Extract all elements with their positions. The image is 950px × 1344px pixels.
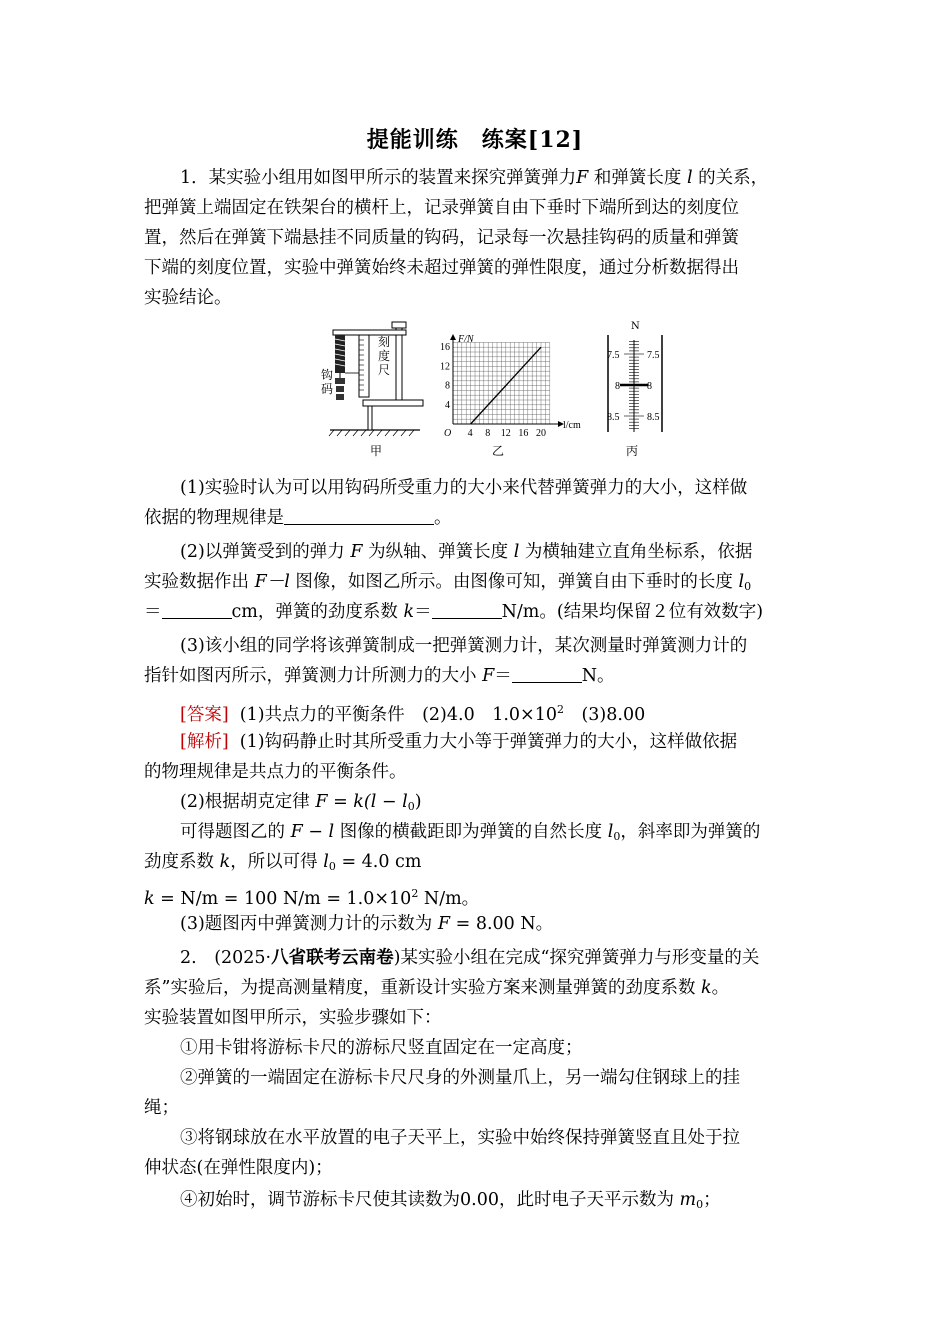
answer-blank-3[interactable] <box>432 602 502 619</box>
q1-sub1-line-2: 依据的物理规律是 。 <box>144 508 452 528</box>
answer-blank-2[interactable] <box>162 602 232 619</box>
apparatus-jia <box>329 322 423 436</box>
y-tick-label: 8 <box>445 380 450 392</box>
q1-analysis-line-4: 可得题图乙的 F − l 图像的横截距即为弹簧的自然长度 $l_0$，斜率即为弹簧的 <box>180 822 761 843</box>
meter-tick-label: 7.5 <box>647 350 660 361</box>
meter-tick-label: 8 <box>615 381 620 392</box>
x-tick-label: 20 <box>536 428 546 439</box>
answer-blank-1[interactable] <box>284 508 434 525</box>
q2-line-2: 系”实验后，为提高测量精度，重新设计实验方案来测量弹簧的劲度系数 k。 <box>144 978 730 998</box>
q1-analysis-line-3: (2)根据胡克定律 $F = k(l - l_0)$ <box>180 792 422 813</box>
hooks-label: 钩 码 <box>321 368 334 396</box>
meter-tick-label: 8.5 <box>647 412 660 423</box>
q2-step-1: ①用卡钳将游标卡尺的游标尺竖直固定在一定高度； <box>180 1038 583 1058</box>
q1-line-3: 置，然后在弹簧下端悬挂不同质量的钩码，记录每一次悬挂钩码的质量和弹簧 <box>144 228 739 248</box>
q1-sub2-line-2: 实验数据作出 F－l 图像，如图乙所示。由图像可知，弹簧自由下垂时的长度 $l_0$ <box>144 572 752 593</box>
y-tick-label: 4 <box>445 399 450 411</box>
q1-sub3-line-1: (3)该小组的同学将该弹簧制成一把弹簧测力计，某次测量时弹簧测力计的 <box>180 636 748 656</box>
x-tick-label: 4 <box>467 428 473 439</box>
meter-unit: N <box>631 321 640 332</box>
label-yi: 乙 <box>492 444 505 458</box>
q2-step-2-line-1: ②弹簧的一端固定在游标卡尺尺身的外测量爪上，另一端勾住钢球上的挂 <box>180 1068 740 1088</box>
answer-tag: [答案] <box>180 705 229 725</box>
page-title: 提能训练 练案[12] <box>366 127 584 153</box>
q1-line-5: 实验结论。 <box>144 288 232 308</box>
meter-tick-label: 7.5 <box>607 350 620 361</box>
q2-line-3: 实验装置如图甲所示，实验步骤如下： <box>144 1008 442 1028</box>
x-tick-label: 16 <box>518 428 529 439</box>
q2-step-3-line-2: 伸状态(在弹性限度内)； <box>144 1158 333 1178</box>
y-axis-label: F/N <box>458 334 474 345</box>
meter-scale <box>607 342 660 429</box>
label-bing: 丙 <box>626 444 639 458</box>
graph-grid <box>453 342 550 424</box>
y-tick-label: 16 <box>440 342 450 354</box>
q1-sub3-line-2: 指针如图丙所示，弹簧测力计所测力的大小 F＝ N。 <box>144 666 615 686</box>
x-tick-label: 8 <box>485 428 491 439</box>
q1-answer-line: [答案] (1)共点力的平衡条件 (2)4.0 $1.0\times 10^2$ (3)8.00 <box>144 695 808 730</box>
f-l-graph <box>440 334 581 439</box>
q2-step-2-line-2: 绳； <box>144 1098 179 1118</box>
x-axis-label: l/cm <box>563 420 581 431</box>
q1-line-4: 下端的刻度位置，实验中弹簧始终未超过弹簧的弹性限度，通过分析数据得出 <box>144 258 739 278</box>
experiment-figure <box>318 320 678 465</box>
spring-meter-bing <box>607 335 662 432</box>
q1-line-1: 1．某实验小组用如图甲所示的装置来探究弹簧弹力F 和弹簧长度 l 的关系， <box>180 168 769 188</box>
q1-analysis-line-1: [解析] (1)钩码静止时其所受重力大小等于弹簧弹力的大小，这样做依据 <box>144 727 808 757</box>
meter-tick-label: 8.5 <box>607 412 620 423</box>
q1-analysis-line-7: (3)题图丙中弹簧测力计的示数为 F = 8.00 N。 <box>180 914 554 934</box>
q2-step-3-line-1: ③将钢球放在水平放置的电子天平上，实验中始终保持弹簧竖直且处于拉 <box>180 1128 740 1148</box>
answer-blank-4[interactable] <box>512 666 582 683</box>
q1-analysis-line-5: 劲度系数 k，所以可得 $l_0 = 4.0$ cm <box>144 852 422 873</box>
meter-tick-label: 8 <box>647 381 652 392</box>
x-tick-label: 12 <box>500 428 511 439</box>
q2-source: 八省联考云南卷 <box>271 948 394 968</box>
q1-sub1-line-1: (1)实验时认为可以用钩码所受重力的大小来代替弹簧弹力的大小，这样做 <box>180 478 748 498</box>
label-jia: 甲 <box>370 444 383 458</box>
origin-label: O <box>444 428 452 439</box>
y-axis-arrow <box>450 334 456 340</box>
q1-sub2-line-3: ＝ cm，弹簧的劲度系数 k＝ N/m。(结果均保留２位有效数字) <box>144 602 764 622</box>
q1-line-2: 把弹簧上端固定在铁架台的横杆上，记录弹簧自由下垂时下端所到达的刻度位 <box>144 198 739 218</box>
y-tick-label: 12 <box>440 361 450 373</box>
q2-line-1: 2. (2025·八省联考云南卷)某实验小组在完成“探究弹簧弹力与形变量的关 <box>180 948 760 968</box>
q1-analysis-line-2: 的物理规律是共点力的平衡条件。 <box>144 762 407 782</box>
q1-sub2-line-1: (2)以弹簧受到的弹力 F 为纵轴、弹簧长度 l 为横轴建立直角坐标系，依据 <box>180 542 753 562</box>
ruler-label: 刻 度 尺 <box>378 335 391 377</box>
q2-step-4: ④初始时，调节游标卡尺使其读数为0.00，此时电子天平示数为 $m_0$； <box>180 1190 721 1211</box>
analysis-tag: [解析] <box>180 732 229 752</box>
q1-analysis-line-6: k = N/m = 100 $N/m = 1.0\times 10^2$ N/m。 <box>144 887 480 909</box>
